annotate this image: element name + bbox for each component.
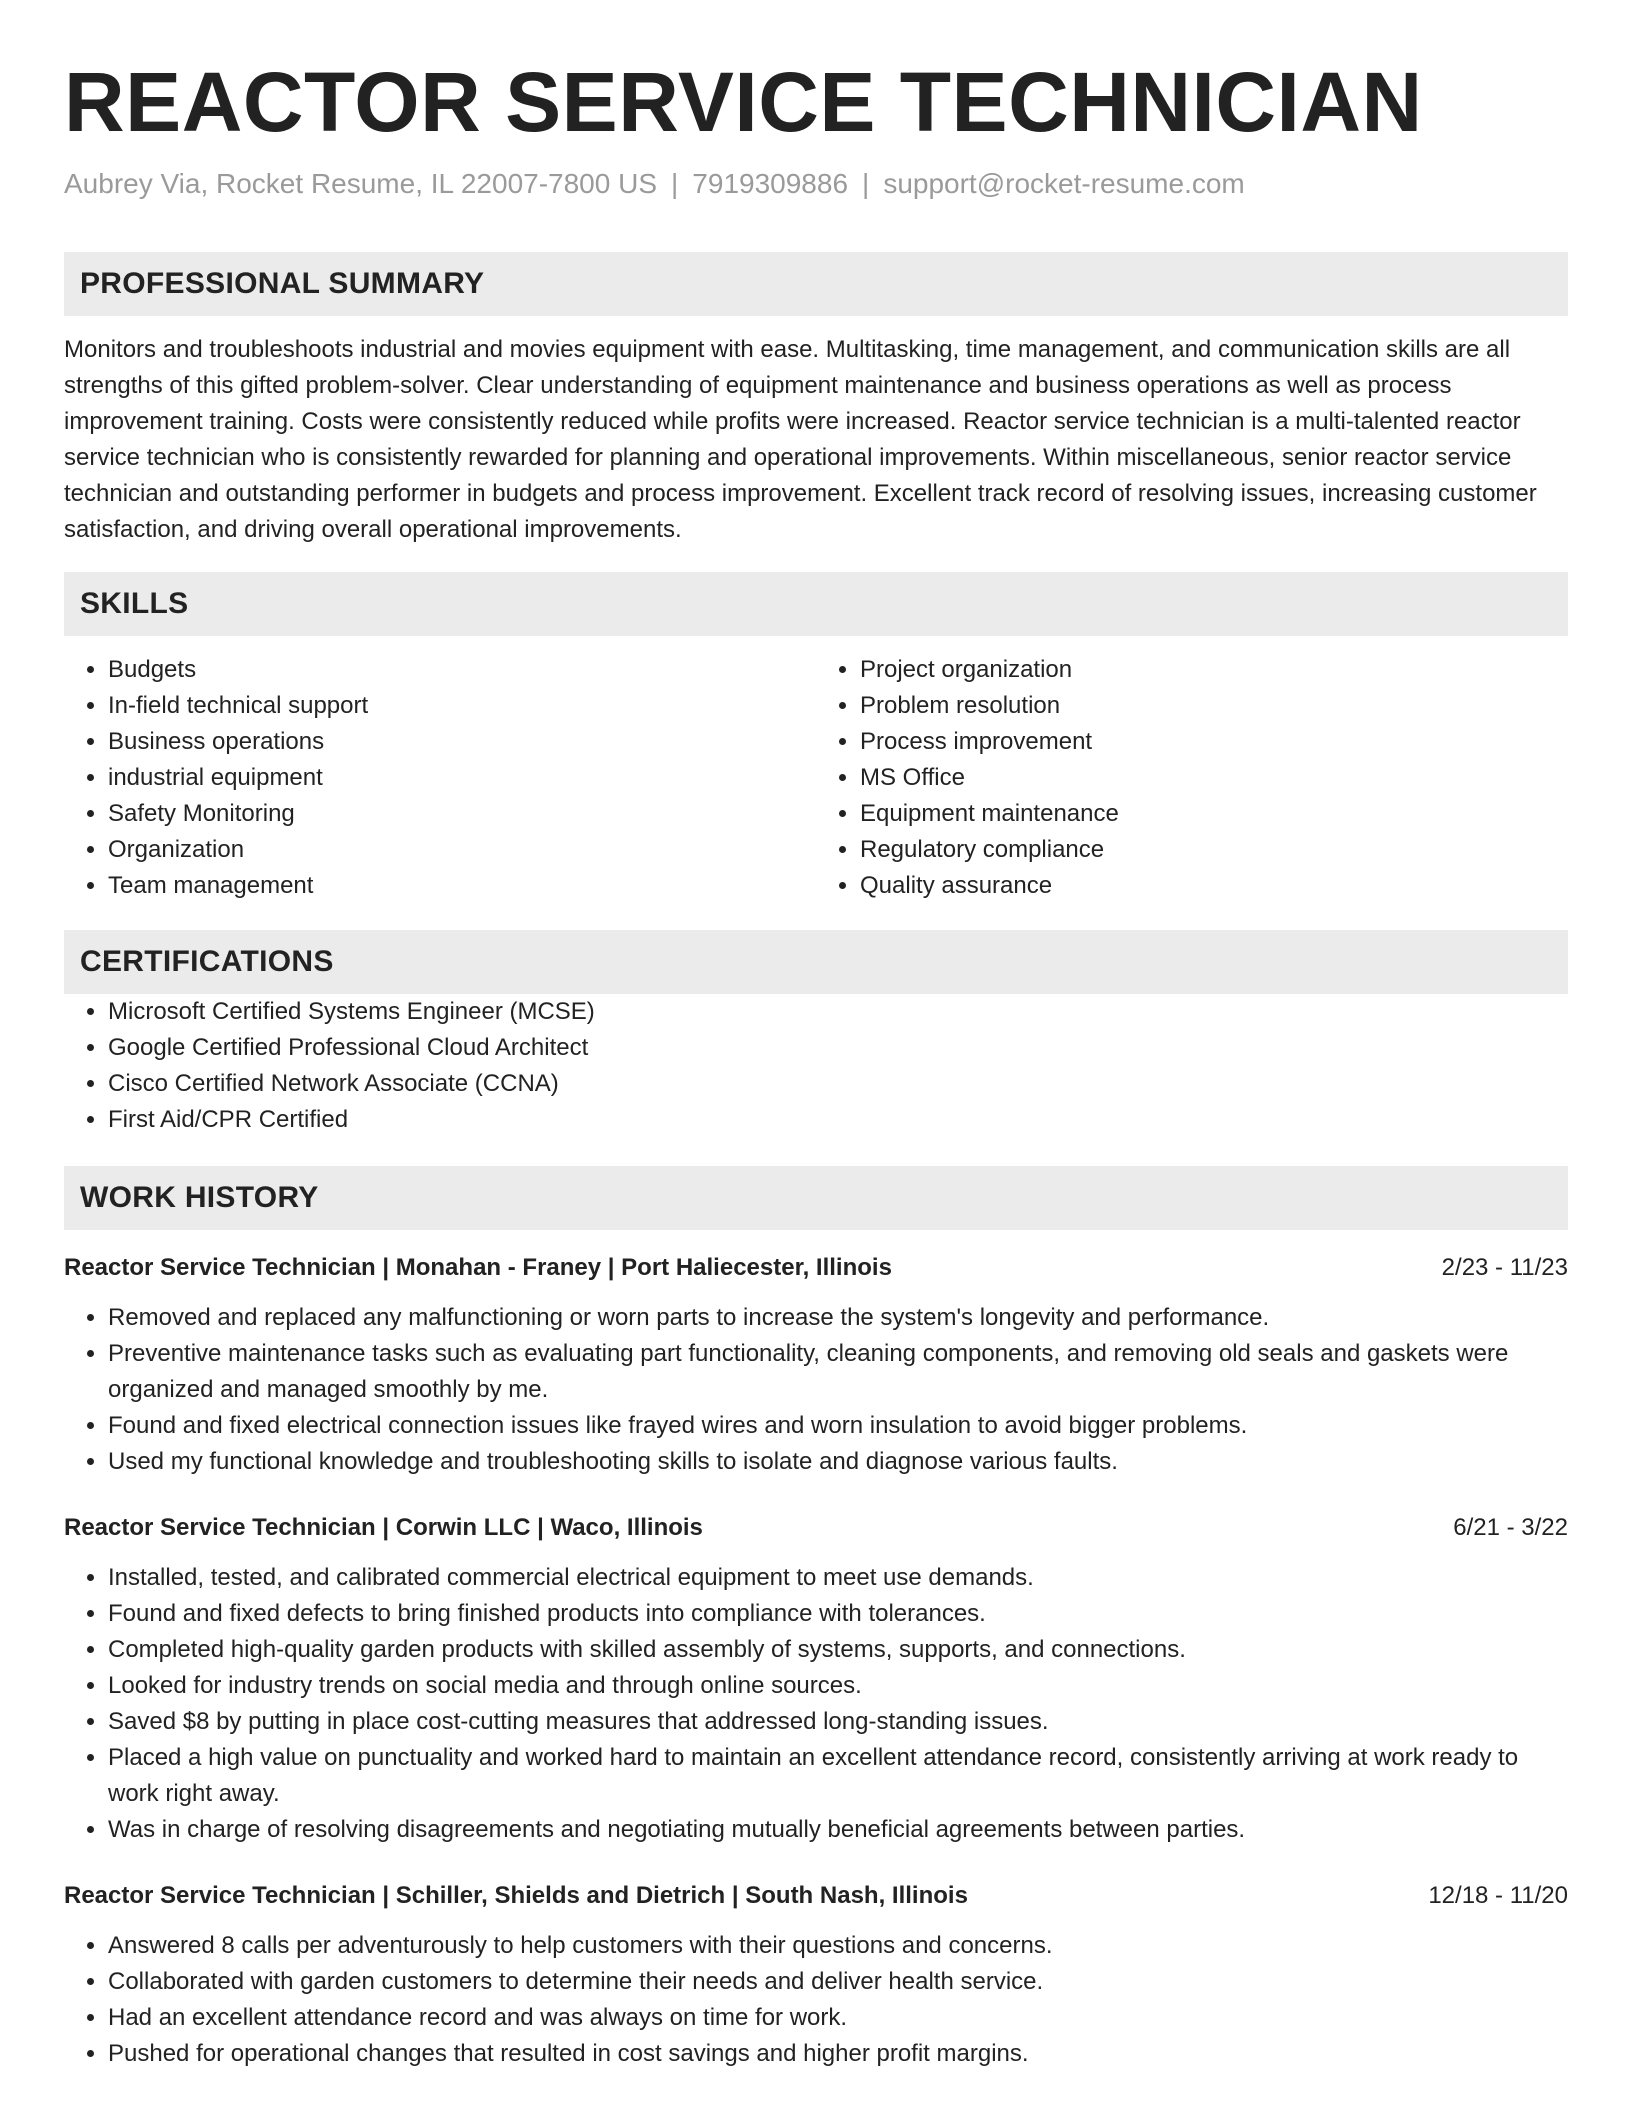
skill-item: • Organization [108, 832, 816, 868]
skill-item: • industrial equipment [108, 760, 816, 796]
job-bullets [64, 1300, 1568, 1480]
skill-item: • Team management [108, 868, 816, 904]
job-header [64, 1510, 1568, 1546]
job-entry [64, 1510, 1568, 1848]
job-bullet: • Installed, tested, and calibrated commercial electrical equipment to meet use demands. [108, 1560, 1568, 1596]
contact-line [64, 166, 1568, 202]
skills-list-right [816, 652, 1568, 904]
certification-item: • Microsoft Certified Systems Engineer (MCSE) [108, 994, 1568, 1030]
skill-item: • Safety Monitoring [108, 796, 816, 832]
contact-address: Aubrey Via, Rocket Resume, IL 22007-7800 US [64, 168, 658, 199]
certification-item: • Cisco Certified Network Associate (CCNA) [108, 1066, 1568, 1102]
job-bullets [64, 1928, 1568, 2072]
skill-item: • In-field technical support [108, 688, 816, 724]
skill-item: • Quality assurance [860, 868, 1568, 904]
skills-heading: SKILLS [64, 572, 1568, 636]
job-dates: 12/18 - 11/20 [1428, 1882, 1568, 1909]
job-entry [64, 1878, 1568, 2072]
skill-item: • Equipment maintenance [860, 796, 1568, 832]
job-dates: 6/21 - 3/22 [1453, 1514, 1568, 1541]
contact-email: support@rocket-resume.com [883, 168, 1245, 199]
job-title: Reactor Service Technician | Schiller, Shields and Dietrich | South Nash, Illinois [64, 1882, 968, 1909]
job-header [64, 1250, 1568, 1286]
job-bullets [64, 1560, 1568, 1848]
work-history-heading: WORK HISTORY [64, 1166, 1568, 1230]
skill-item: • Regulatory compliance [860, 832, 1568, 868]
job-bullet: • Had an excellent attendance record and was always on time for work. [108, 2000, 1568, 2036]
contact-separator: | [671, 168, 679, 199]
job-bullet: • Completed high-quality garden products with skilled assembly of systems, supports, and connections. [108, 1632, 1568, 1668]
certifications-heading: CERTIFICATIONS [64, 930, 1568, 994]
job-bullet: • Found and fixed defects to bring finished products into compliance with tolerances. [108, 1596, 1568, 1632]
job-bullet: • Removed and replaced any malfunctioning or worn parts to increase the system's longevity and performance. [108, 1300, 1568, 1336]
certification-item: • Google Certified Professional Cloud Architect [108, 1030, 1568, 1066]
job-bullet: • Found and fixed electrical connection issues like frayed wires and worn insulation to avoid bigger problems. [108, 1408, 1568, 1444]
skill-item: • Budgets [108, 652, 816, 688]
summary-text: Monitors and troubleshoots industrial and movies equipment with ease. Multitasking, time management, and communication skills are all strengths of this gifted problem-solver. Clear understanding of equipment maintenance and business operations as well as process improvement training. Costs were consistently reduced while profits were increased. Reactor service technician is a multi-talented reactor service technician who is consistently rewarded for planning and operational improvements. Within miscellaneous, senior reactor service technician and outstanding performer in budgets and process improvement. Excellent track record of resolving issues, increasing customer satisfaction, and driving overall operational improvements. [64, 336, 1537, 543]
job-header [64, 1878, 1568, 1914]
job-bullet: • Saved $8 by putting in place cost-cutting measures that addressed long-standing issues. [108, 1704, 1568, 1740]
contact-phone: 7919309886 [692, 168, 849, 199]
certifications-list [64, 994, 1568, 1138]
job-bullet: • Placed a high value on punctuality and worked hard to maintain an excellent attendance record, consistently arriving at work ready to work right away. [108, 1740, 1568, 1812]
job-bullet: • Collaborated with garden customers to determine their needs and deliver health service. [108, 1964, 1568, 2000]
contact-separator: | [862, 168, 870, 199]
job-title: Reactor Service Technician | Monahan - Franey | Port Haliecester, Illinois [64, 1254, 892, 1281]
job-bullet: • Looked for industry trends on social media and through online sources. [108, 1668, 1568, 1704]
job-entry [64, 1250, 1568, 1480]
resume-title: REACTOR SERVICE TECHNICIAN [64, 55, 1423, 149]
job-bullet: • Preventive maintenance tasks such as evaluating part functionality, cleaning components, and removing old seals and gaskets were organized and managed smoothly by me. [108, 1336, 1568, 1408]
certification-item: • First Aid/CPR Certified [108, 1102, 1568, 1138]
job-title: Reactor Service Technician | Corwin LLC | Waco, Illinois [64, 1514, 703, 1541]
job-bullet: • Answered 8 calls per adventurously to help customers with their questions and concerns. [108, 1928, 1568, 1964]
skills-list-left [64, 652, 816, 904]
skill-item: • MS Office [860, 760, 1568, 796]
job-dates: 2/23 - 11/23 [1441, 1254, 1568, 1281]
summary-heading: PROFESSIONAL SUMMARY [64, 252, 1568, 316]
job-bullet: • Used my functional knowledge and troubleshooting skills to isolate and diagnose various faults. [108, 1444, 1568, 1480]
skill-item: • Process improvement [860, 724, 1568, 760]
skill-item: • Business operations [108, 724, 816, 760]
job-bullet: • Was in charge of resolving disagreements and negotiating mutually beneficial agreements between parties. [108, 1812, 1568, 1848]
skill-item: • Problem resolution [860, 688, 1568, 724]
job-bullet: • Pushed for operational changes that resulted in cost savings and higher profit margins. [108, 2036, 1568, 2072]
skill-item: • Project organization [860, 652, 1568, 688]
skills-grid [64, 652, 1568, 904]
